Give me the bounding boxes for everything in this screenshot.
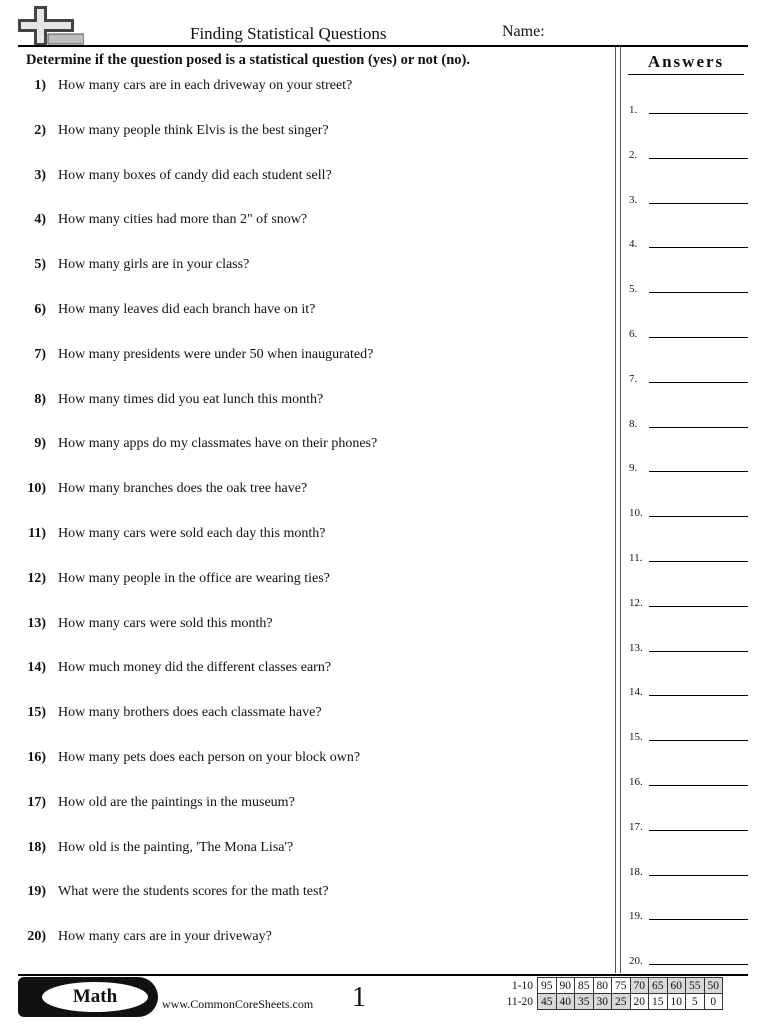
answer-item [629,283,649,295]
answer-blank-line[interactable] [649,203,748,204]
question-item [0,705,322,721]
score-cell: 75 [612,978,631,994]
question-item [0,436,377,452]
answer-item [629,776,649,788]
answer-item [629,418,649,430]
question-number: 11) [28,526,46,541]
question-number: 17) [27,794,46,810]
question-text: How many people think Elvis is the best singer? [58,122,329,138]
question-item [0,750,360,766]
score-cell: 80 [593,978,612,994]
score-cell: 15 [649,994,668,1010]
answer-item [629,597,649,609]
score-cell: 55 [686,978,705,994]
answer-number: 1. [629,104,638,116]
answer-item [629,731,649,743]
question-text: How many girls are in your class? [58,257,250,273]
question-item [0,168,332,184]
name-label: Name: [502,23,545,40]
question-item [0,302,315,318]
question-number: 13) [27,615,46,631]
answers-heading: Answers [647,52,725,71]
question-text: How many cars are in your driveway? [58,929,272,945]
math-badge [18,977,158,1017]
answer-blank-line[interactable] [649,740,748,741]
website-text: www.CommonCoreSheets.com [162,997,314,1011]
answer-item [629,104,649,116]
answer-blank-line[interactable] [649,471,748,472]
question-number: 9) [34,436,46,452]
answer-item [629,328,649,340]
answer-number: 4. [629,238,638,251]
answer-blank-line[interactable] [649,158,748,159]
answer-blank-line[interactable] [649,292,748,293]
score-cell: 0 [704,994,723,1010]
question-number: 2) [34,122,46,138]
answer-number: 9. [629,462,638,475]
question-number: 16) [27,750,46,765]
answers-heading-underline [628,74,744,75]
answer-blank-line[interactable] [649,919,748,920]
question-number: 3) [34,167,46,183]
score-cell: 65 [649,978,668,994]
question-text: How old are the paintings in the museum? [58,794,295,810]
score-cell: 60 [667,978,686,994]
answer-number: 12. [629,596,643,609]
answer-number: 7. [629,372,638,385]
instructions: Determine if the question posed is a statistical question (yes) or not (no). [26,52,470,68]
score-cell: 5 [686,994,705,1010]
answer-number: 11. [629,552,643,564]
question-text: How many boxes of candy did each student sell? [58,167,332,183]
answer-number: 16. [629,776,643,788]
question-number: 10) [27,481,46,497]
logo-cross-icon [18,6,84,46]
answer-item [629,149,649,161]
question-text: How many cities had more than 2" of snow? [58,212,308,228]
answer-number: 19. [629,910,643,923]
answer-number: 13. [629,641,643,654]
question-item [0,78,352,94]
answer-item [629,552,649,564]
question-number: 1) [34,78,46,93]
answer-blank-line[interactable] [649,516,748,517]
answer-blank-line[interactable] [649,113,748,114]
score-cell: 40 [556,994,575,1010]
question-item [0,481,307,497]
answer-number: 20. [629,955,643,968]
score-cell: 45 [538,994,557,1010]
score-cell: 35 [575,994,594,1010]
score-cell: 10 [667,994,686,1010]
answer-item [629,507,649,519]
answer-number: 8. [629,417,638,430]
answer-number: 2. [629,148,638,161]
answer-number: 3. [629,193,638,206]
answer-blank-line[interactable] [649,785,748,786]
answer-item [629,642,649,654]
question-item [0,884,329,900]
answer-number: 5. [629,283,638,296]
question-number: 6) [34,302,46,317]
worksheet-title: Finding Statistical Questions [190,24,387,43]
answer-item [629,238,649,250]
answer-blank-line[interactable] [649,382,748,383]
question-text: How many times did you eat lunch this month? [58,391,324,407]
question-number: 5) [34,257,46,273]
question-item [0,840,293,856]
question-text: How many cars were sold this month? [58,615,273,631]
question-item [0,257,249,273]
answer-number: 18. [629,865,643,878]
question-number: 4) [34,212,46,228]
score-row [500,978,723,994]
answer-item [629,955,649,967]
answer-item [629,194,649,206]
answer-number: 10. [629,507,643,520]
score-row-label: 11-20 [506,995,533,1008]
question-item [0,616,273,632]
answer-item [629,373,649,385]
question-text: How many people in the office are wearing ties? [58,570,330,586]
question-item [0,212,307,228]
question-item [0,347,373,363]
score-row-label: 1-10 [511,979,533,992]
question-number: 18) [27,839,46,855]
answer-blank-line[interactable] [649,651,748,652]
question-number: 8) [34,391,46,407]
question-item [0,123,329,139]
question-item [0,929,272,945]
question-text: What were the students scores for the math test? [58,884,329,900]
score-row [500,994,723,1010]
score-cell: 25 [612,994,631,1010]
answer-number: 6. [629,328,638,340]
page-number: 1 [352,982,366,1013]
score-cell: 95 [538,978,557,994]
column-divider [615,47,616,973]
question-item [0,571,330,587]
math-label: Math [42,982,148,1012]
question-number: 12) [27,570,46,586]
question-text: How many cars were sold each day this month? [58,526,326,541]
answer-blank-line[interactable] [649,830,748,831]
question-text: How many pets does each person on your block own? [58,750,361,765]
answer-number: 17. [629,820,643,833]
score-cell: 30 [593,994,612,1010]
score-cell: 85 [575,978,594,994]
answer-blank-line[interactable] [649,561,748,562]
answer-item [629,910,649,922]
answer-blank-line[interactable] [649,606,748,607]
answer-number: 14. [629,686,643,699]
score-cell: 20 [630,994,649,1010]
answer-blank-line[interactable] [649,337,748,338]
question-number: 15) [27,705,46,721]
question-text: How many leaves did each branch have on it? [58,302,316,317]
question-number: 14) [27,660,46,676]
header-rule [18,45,748,47]
answer-blank-line[interactable] [649,427,748,428]
question-text: How many presidents were under 50 when inaugurated? [58,346,374,362]
answer-item [629,821,649,833]
answer-blank-line[interactable] [649,695,748,696]
question-item [0,526,325,542]
footer-rule [18,974,748,976]
question-number: 20) [27,929,46,945]
column-divider [620,47,621,973]
question-number: 7) [34,346,46,362]
question-item [0,392,323,408]
answer-item [629,686,649,698]
question-text: How much money did the different classes earn? [58,660,332,676]
question-text: How many brothers does each classmate have? [58,705,322,721]
score-cell: 70 [630,978,649,994]
score-cell: 90 [556,978,575,994]
question-text: How many cars are in each driveway on your street? [58,78,353,93]
question-text: How many apps do my classmates have on their phones? [58,436,378,452]
score-table [500,977,723,1010]
answer-number: 15. [629,731,643,744]
question-text: How old is the painting, 'The Mona Lisa'? [58,839,294,855]
score-cell: 50 [704,978,723,994]
answer-item [629,866,649,878]
question-number: 19) [27,884,46,900]
answer-blank-line[interactable] [649,247,748,248]
answer-blank-line[interactable] [649,875,748,876]
answer-item [629,462,649,474]
question-text: How many branches does the oak tree have? [58,481,308,497]
answer-blank-line[interactable] [649,964,748,965]
question-item [0,795,295,811]
question-item [0,660,331,676]
